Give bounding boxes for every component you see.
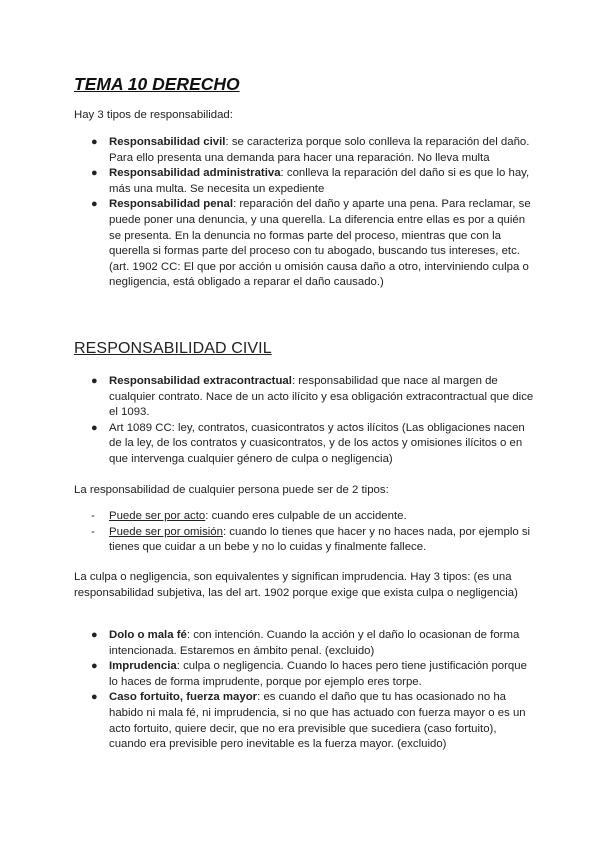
section-heading: RESPONSABILIDAD CIVIL xyxy=(74,340,272,357)
bullet-icon: ● xyxy=(91,421,98,434)
bullet-icon: ● xyxy=(91,629,98,641)
definition: : culpa o negligencia. Cuando lo haces pero tiene justificación porque lo haces de forma imprudente, porque por ejemplo eres torpe. xyxy=(109,660,527,688)
definition: : conlleva la reparación del daño si es que lo hay, más una multa. Se necesita un expediente xyxy=(109,167,530,195)
list-item xyxy=(74,166,534,197)
dash-icon: - xyxy=(91,525,95,538)
list-item xyxy=(74,628,534,659)
list-item xyxy=(74,690,534,752)
culpa-list xyxy=(74,628,534,753)
term: Responsabilidad administrativa xyxy=(109,167,281,180)
list-item xyxy=(74,135,534,166)
term: Dolo o mala fé xyxy=(109,629,187,641)
definition: : cuando eres culpable de un accidente. xyxy=(205,510,407,522)
bullet-icon: ● xyxy=(91,198,98,211)
list-item xyxy=(74,659,534,690)
bullet-icon: ● xyxy=(91,167,98,180)
term: Puede ser por acto xyxy=(109,510,206,522)
civil-list xyxy=(74,374,534,468)
term: Responsabilidad penal xyxy=(109,198,234,211)
tipos-list xyxy=(74,135,534,291)
two-types-list xyxy=(74,509,534,556)
bullet-icon: ● xyxy=(91,660,98,673)
bullet-icon: ● xyxy=(91,375,98,387)
definition: : se caracteriza porque solo conlleva la reparación del daño. Para ello presenta una demanda para hacer una reparación. No lleva multa xyxy=(109,136,530,164)
definition: : cuando lo tienes que hacer y no haces nada, por ejemplo si tienes que cuidar a un bebe y no lo cuidas y finalmente fallece. xyxy=(109,525,531,554)
list-item xyxy=(74,421,534,468)
definition: : reparación del daño y aparte una pena. Para reclamar, se puede poner una denuncia, y una querella. La diferencia entre ellas es por a quién se presenta. En la denuncia no formas parte del proceso, mientras que con la querella si formas parte del proceso con tu abogado, buscando tus intereses, etc. (art. 1902 CC: El que por acción u omisión causa daño a otro, interviniendo culpa o negligencia, está obligado a reparar el daño causado.) xyxy=(109,198,531,289)
definition: Art 1089 CC: ley, contratos, cuasicontratos y actos ilícitos (Las obligaciones nacen de la ley, de los contratos y cuasicontratos, y de los actos y omisiones ilícitos o en que intervenga cualquier género de culpa o negligencia) xyxy=(109,421,525,465)
term: Puede ser por omisión xyxy=(109,525,223,538)
list-item xyxy=(74,509,534,525)
term: Imprudencia xyxy=(109,660,177,673)
definition: : con intención. Cuando la acción y el daño lo ocasionan de forma intencionada. Estaremos en ámbito penal. (excluido) xyxy=(109,629,520,657)
two-types-intro: La responsabilidad de cualquier persona puede ser de 2 tipos: xyxy=(74,484,389,496)
list-item xyxy=(74,374,534,421)
definition: : responsabilidad que nace al margen de cualquier contrato. Nace de un acto ilícito y esa obligación extracontractual que dice el 1093. xyxy=(109,375,534,419)
term: Responsabilidad civil xyxy=(109,136,226,148)
page-title: TEMA 10 DERECHO xyxy=(74,74,240,94)
list-item xyxy=(74,525,534,556)
term: Caso fortuito, fuerza mayor xyxy=(109,691,258,704)
bullet-icon: ● xyxy=(91,691,98,704)
culpa-intro: La culpa o negligencia, son equivalentes y significan imprudencia. Hay 3 tipos: (es una responsabilidad subjetiva, las del art. 1902 porque exige que exista culpa o negligencia) xyxy=(74,571,518,599)
dash-icon: - xyxy=(91,510,95,522)
list-item xyxy=(74,197,534,291)
bullet-icon: ● xyxy=(91,136,98,148)
term: Responsabilidad extracontractual xyxy=(109,375,292,387)
intro-paragraph: Hay 3 tipos de responsabilidad: xyxy=(74,109,233,121)
definition: : es cuando el daño que tu has ocasionado no ha habido ni mala fé, ni imprudencia, si no que has actuado con fuerza mayor o es un acto fortuito, quiere decir, que no era previsible que sucediera (caso fortuito), cuando era previsible pero inevitable es la fuerza mayor. (excluido) xyxy=(109,691,526,751)
